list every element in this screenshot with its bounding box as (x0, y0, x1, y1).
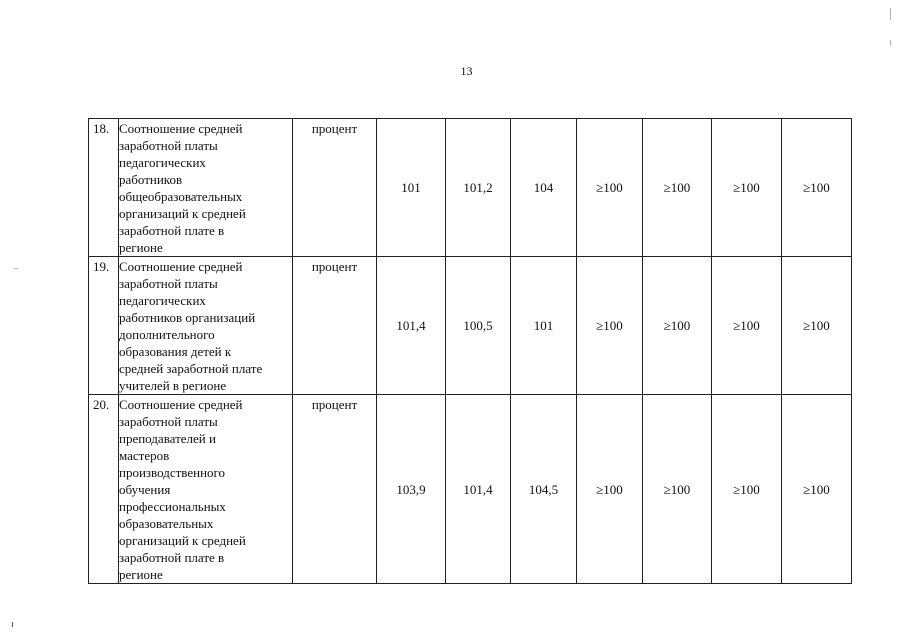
value-cell: ≥100 (782, 257, 852, 395)
unit-cell: процент (293, 119, 377, 257)
value-cell: ≥100 (643, 395, 712, 584)
value-cell: ≥100 (712, 119, 782, 257)
indicator-name: Соотношение средней заработной платы преподавателей и мастеров производственного обучения профессиональных образовательных организаций к средней заработной плате в регионе (119, 395, 293, 584)
unit-cell: процент (293, 395, 377, 584)
value-cell: ≥100 (712, 257, 782, 395)
indicator-name: Соотношение средней заработной платы педагогических работников общеобразовательных организаций к средней заработной плате в регионе (119, 119, 293, 257)
value-cell: ≥100 (643, 119, 712, 257)
table-row (89, 257, 852, 395)
scan-mark (14, 268, 18, 269)
page-number: 13 (460, 64, 473, 78)
value-cell: 104 (511, 119, 577, 257)
row-number: 19. (89, 257, 119, 395)
value-cell: ≥100 (577, 119, 643, 257)
value-cell: ≥100 (782, 395, 852, 584)
value-cell: 104,5 (511, 395, 577, 584)
row-number: 18. (89, 119, 119, 257)
scan-mark (890, 8, 891, 20)
value-cell: 101,4 (446, 395, 511, 584)
table-row (89, 119, 852, 257)
value-cell: 101,4 (377, 257, 446, 395)
table-row (89, 395, 852, 584)
value-cell: 100,5 (446, 257, 511, 395)
unit-cell: процент (293, 257, 377, 395)
value-cell: ≥100 (643, 257, 712, 395)
row-number: 20. (89, 395, 119, 584)
indicator-name: Соотношение средней заработной платы педагогических работников организаций дополнительного образования детей к средней заработной плате учителей в регионе (119, 257, 293, 395)
scan-mark (890, 40, 891, 46)
value-cell: ≥100 (782, 119, 852, 257)
value-cell: 101 (377, 119, 446, 257)
value-cell: 101,2 (446, 119, 511, 257)
value-cell: ≥100 (712, 395, 782, 584)
value-cell: ≥100 (577, 257, 643, 395)
value-cell: ≥100 (577, 395, 643, 584)
indicators-table (88, 118, 852, 584)
value-cell: 103,9 (377, 395, 446, 584)
value-cell: 101 (511, 257, 577, 395)
scan-mark (12, 622, 13, 627)
